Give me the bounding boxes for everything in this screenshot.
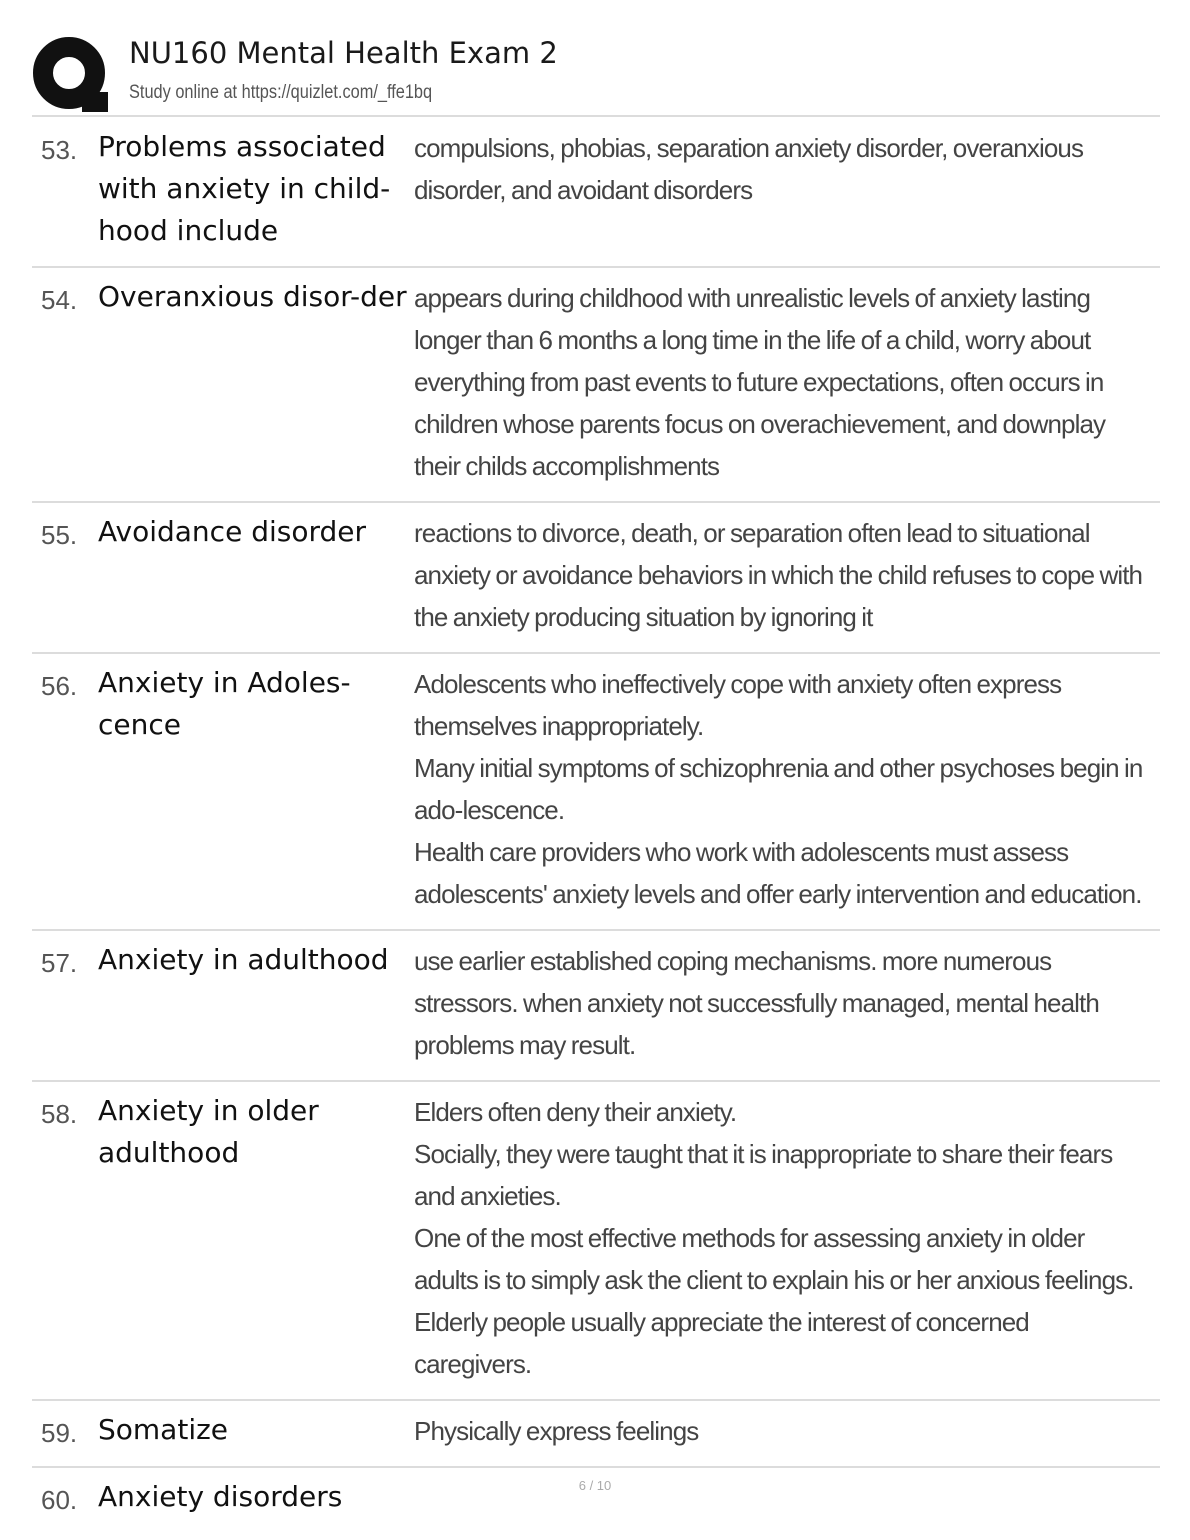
definition-line: Adolescents who ineffectively cope with anxiety often express themselves inappropriately. xyxy=(414,669,1062,741)
definition xyxy=(414,1401,1160,1466)
page-number: 6 / 10 xyxy=(578,1478,612,1493)
term: Anxiety in adulthood xyxy=(98,943,389,976)
item-number: 55. xyxy=(41,520,78,550)
item-number: 56. xyxy=(41,671,78,701)
term: Somatize xyxy=(98,1413,229,1446)
definition-line: One of the most effective methods for assessing anxiety in older adults is to simply ask the client to explain his or her anxious feelings. xyxy=(414,1223,1134,1295)
item-number: 53. xyxy=(41,135,78,165)
definition xyxy=(414,268,1160,501)
flashcard-row xyxy=(32,1401,1160,1468)
flashcard-row xyxy=(32,654,1160,931)
flashcard-row xyxy=(32,268,1160,503)
quizlet-q-logo-icon xyxy=(32,36,110,114)
term: Problems associated with anxiety in child-hood include xyxy=(98,130,391,247)
definition-line: Physically express feelings xyxy=(414,1416,699,1446)
definition-line: Health care providers who work with adolescents must assess adolescents' anxiety levels and offer early intervention and education. xyxy=(414,837,1142,909)
definition xyxy=(414,931,1160,1080)
definition-line: Many initial symptoms of schizophrenia and other psychoses begin in ado-lescence. xyxy=(414,753,1143,825)
flashcard-list xyxy=(32,118,1160,1532)
definition xyxy=(414,503,1160,652)
term: Anxiety in Adoles-cence xyxy=(98,666,351,741)
item-number: 60. xyxy=(41,1485,78,1515)
flashcard-row xyxy=(32,931,1160,1082)
definition-line: Elderly people usually appreciate the interest of concerned caregivers. xyxy=(414,1307,1029,1379)
item-number: 59. xyxy=(41,1418,78,1448)
flashcard-row xyxy=(32,503,1160,654)
definition-line: use earlier established coping mechanisms. more numerous stressors. when anxiety not successfully managed, mental health problems may result. xyxy=(414,946,1099,1060)
definition-line: compulsions, phobias, separation anxiety disorder, overanxious disorder, and avoidant disorders xyxy=(414,133,1084,205)
term: Anxiety in older adulthood xyxy=(98,1094,319,1169)
definition-line: Elders often deny their anxiety. xyxy=(414,1097,737,1127)
item-number: 54. xyxy=(41,285,78,315)
item-number: 58. xyxy=(41,1099,78,1129)
study-online-link[interactable]: Study online at https://quizlet.com/_ffe1bq xyxy=(129,82,433,103)
definition-line: reactions to divorce, death, or separation often lead to situational anxiety or avoidance behaviors in which the child refuses to cope with the anxiety producing situation by ignoring it xyxy=(414,518,1143,632)
term: Avoidance disorder xyxy=(98,515,366,548)
flashcard-row xyxy=(32,118,1160,268)
page-header xyxy=(32,30,1160,117)
definition xyxy=(414,1082,1160,1399)
term: Overanxious disor-der xyxy=(98,280,407,313)
flashcard-row xyxy=(32,1082,1160,1401)
definition-line: Socially, they were taught that it is inappropriate to share their fears and anxieties. xyxy=(414,1139,1113,1211)
term: Anxiety disorders xyxy=(98,1480,343,1513)
definition xyxy=(414,118,1160,266)
definition xyxy=(414,654,1160,929)
document-title: NU160 Mental Health Exam 2 xyxy=(129,36,558,70)
item-number: 57. xyxy=(41,948,78,978)
definition-line: appears during childhood with unrealistic levels of anxiety lasting longer than 6 months a long time in the life of a child, worry about everything from past events to future expectations, often occurs in children whose parents focus on overachievement, and downplay their childs accomplishments xyxy=(414,283,1106,481)
